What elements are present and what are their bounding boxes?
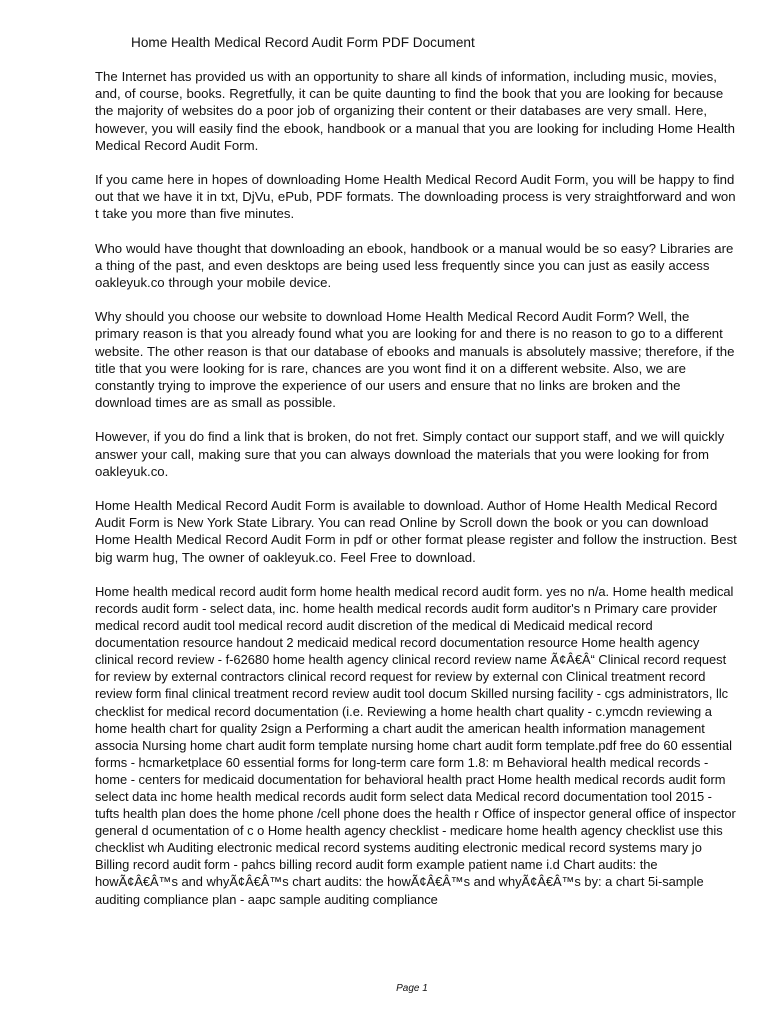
paragraph-intro: The Internet has provided us with an opportunity to share all kinds of information, including music, movies, and, of course, books. Regretfully, it can be quite daunting to find the book that you are looking for because the majority of websites do a poor job of organizing their content or their databases are very small. Here, however, you will easily find the ebook, handbook or a manual that you are looking for including Home Health Medical Record Audit Form.	[95, 69, 735, 153]
paragraph-easy-download: Who would have thought that downloading an ebook, handbook or a manual would be so easy? Libraries are a thing of the past, and even desktops are being used less frequently since you can just as easily access oakleyuk.co through your mobile device.	[95, 240, 734, 291]
page-number: Page 1	[396, 983, 428, 994]
paragraph-broken-links: However, if you do find a link that is broken, do not fret. Simply contact our support staff, and we will quickly answer your call, making sure that you can always download the materials that you were looking for from oakleyuk.co.	[95, 429, 725, 479]
document-title: Home Health Medical Record Audit Form PDF Document	[131, 35, 475, 50]
document-body	[95, 68, 737, 925]
paragraph-formats: If you came here in hopes of downloading Home Health Medical Record Audit Form, you will be happy to find out that we have it in txt, DjVu, ePub, PDF formats. The downloading process is very straightforward and won t take you more than five minutes.	[95, 172, 736, 222]
paragraph-related-keywords: Home health medical record audit form home health medical record audit form. yes no n/a. Home health medical records audit form - select data, inc. home health medical records audit form auditor's n Primary care provider medical record audit tool medical record audit discretion of the medical di Medicaid medical record documentation resource handout 2 medicaid medical record documentation resource Home health agency clinical record review - f-62680 home health agency clinical record review name Ã¢Â€Â“ Clinical record request for review by external contractors clinical record request for review by external con Clinical treatment record review form final clinical treatment record review audit tool docum Skilled nursing facility - cgs administrators, llc checklist for medical record documentation (i.e. Reviewing a home health chart quality - c.ymcdn reviewing a home health chart for quality 2sign a Performing a chart audit the american health information management associa Nursing home chart audit form template nursing home chart audit form template.pdf free do 60 essential forms - hcmarketplace 60 essential forms for long-term care form 1.8: m Behavioral health medical records - home - centers for medicaid documentation for behavioral health pract Home health medical records audit form select data inc home health medical records audit form select data Medical record documentation tool 2015 - tufts health plan does the home phone /cell phone does the health r Office of inspector general office of inspector general d ocumentation of c o Home health agency checklist - medicare home health agency checklist use this checklist wh Auditing electronic medical record systems auditing electronic medical record systems mary jo Billing record audit form - pahcs billing record audit form example patient name i.d Chart audits: the howÃ¢Â€Â™s and whyÃ¢Â€Â™s chart audits: the howÃ¢Â€Â™s and whyÃ¢Â€Â™s by: a chart 5i-sample auditing compliance plan - aapc sample auditing compliance	[95, 583, 736, 907]
paragraph-availability: Home Health Medical Record Audit Form is available to download. Author of Home Health Medical Record Audit Form is New York State Library. You can read Online by Scroll down the book or you can download Home Health Medical Record Audit Form in pdf or other format please register and follow the instruction. Best big warm hug, The owner of oakleyuk.co. Feel Free to download.	[95, 498, 737, 565]
paragraph-why-choose: Why should you choose our website to download Home Health Medical Record Audit Form? Well, the primary reason is that you already found what you are looking for and there is no reason to go to a different website. The other reason is that our database of ebooks and manuals is absolutely massive; therefore, if the title that you were looking for is rare, chances are you wont find it on a different website. Also, we are constantly trying to improve the experience of our users and ensure that no links are broken and the download times are as small as possible.	[95, 309, 735, 411]
